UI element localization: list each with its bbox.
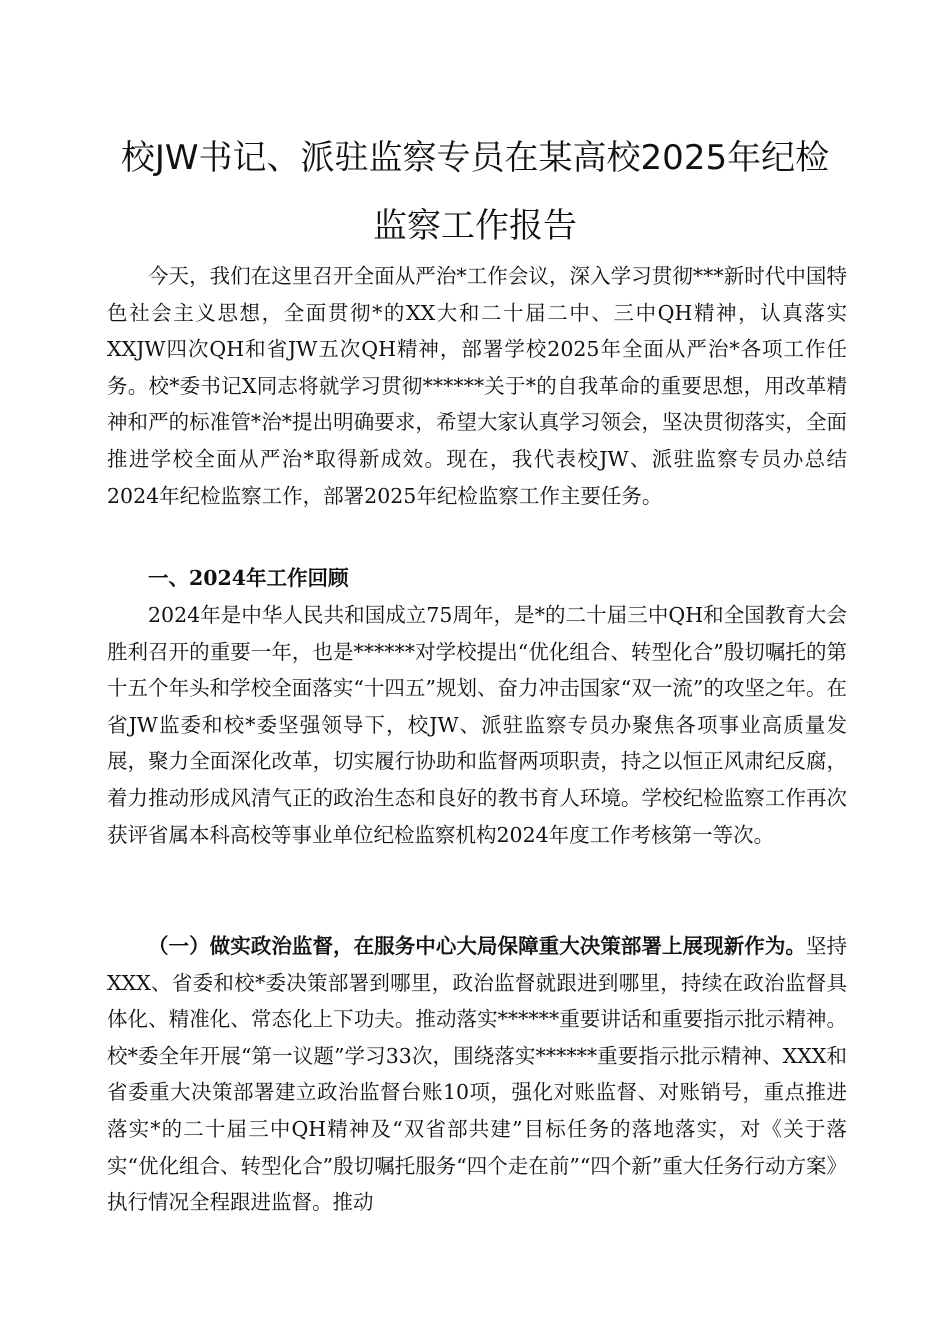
subsection-lead: （一）做实政治监督，在服务中心大局保障重大决策部署上展现新作为。	[148, 934, 806, 958]
document-title-line2: 监察工作报告	[373, 206, 577, 246]
document-title-line1: 校JW书记、派驻监察专员在某高校2025年纪检	[120, 138, 830, 178]
review-paragraph: 2024年是中华人民共和国成立75周年，是*的二十届三中QH和全国教育大会胜利召开的重要一年，也是******对学校提出“优化组合、转型化合”殷切嘱托的第十五个年头和学校全面落实“十四五”规划、奋力冲击国家“双一流”的攻坚之年。在省JW监委和校*委坚强领导下，校JW、派驻监察专员办聚焦各项事业高质量发展，聚力全面深化改革，切实履行协助和监督两项职责，持之以恒正风肃纪反腐，着力推动形成风清气正的政治生态和良好的教书育人环境。学校纪检监察工作再次获评省属本科高校等事业单位纪检监察机构2024年度工作考核第一等次。	[107, 603, 847, 847]
intro-paragraph: 今天，我们在这里召开全面从严治*工作会议，深入学习贯彻***新时代中国特色社会主义思想，全面贯彻*的XX大和二十届二中、三中QH精神，认真落实XXJW四次QH和省JW五次QH精神，部署学校2025年全面从严治*各项工作任务。校*委书记X同志将就学习贯彻******关于*的自我革命的重要思想，用改革精神和严的标准管*治*提出明确要求，希望大家认真学习领会，坚决贯彻落实，全面推进学校全面从严治*取得新成效。现在，我代表校JW、派驻监察专员办总结2024年纪检监察工作，部署2025年纪检监察工作主要任务。	[107, 264, 847, 508]
subsection-body: 坚持XXX、省委和校*委决策部署到哪里，政治监督就跟进到哪里，持续在政治监督具体化、精准化、常态化上下功夫。推动落实******重要讲话和重要指示批示精神。校*委全年开展“第一议题”学习33次，围绕落实******重要指示批示精神、XXX和省委重大决策部署建立政治监督台账10项，强化对账监督、对账销号，重点推进落实*的二十届三中QH精神及“双省部共建”目标任务的落地落实，对《关于落实“优化组合、转型化合”殷切嘱托服务“四个走在前”“四个新”重大任务行动方案》执行情况全程跟进监督。推动	[107, 934, 847, 1215]
section-heading-review: 一、2024年工作回顾	[148, 566, 349, 590]
subsection-political-supervision	[107, 928, 847, 1221]
